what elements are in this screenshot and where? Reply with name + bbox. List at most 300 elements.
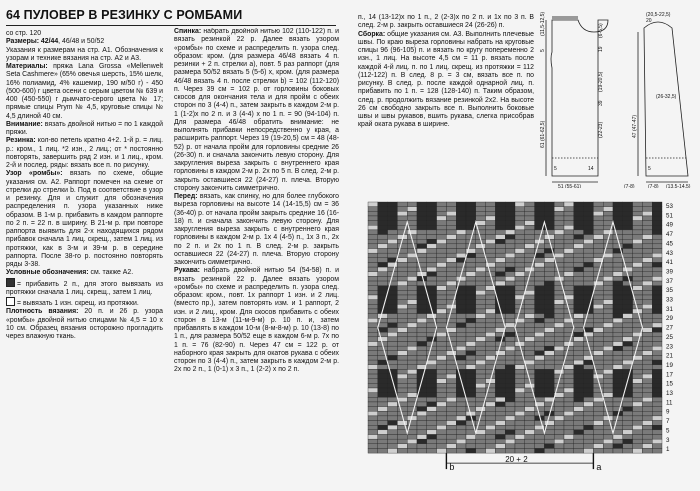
schema-label: 47 (47-47) bbox=[632, 114, 638, 138]
assembly-paragraph bbox=[358, 31, 534, 130]
chart-cell bbox=[554, 342, 564, 347]
chart-cell bbox=[417, 360, 427, 365]
row-label: 27 bbox=[666, 324, 673, 332]
chart-cell bbox=[427, 430, 437, 435]
chart-cell bbox=[623, 304, 633, 309]
chart-cell bbox=[564, 365, 574, 370]
chart-cell bbox=[368, 323, 378, 328]
chart-cell bbox=[388, 249, 398, 254]
chart-cell bbox=[437, 407, 447, 412]
chart-cell bbox=[574, 397, 584, 402]
chart-cell bbox=[593, 332, 603, 337]
chart-cell bbox=[564, 435, 574, 440]
chart-cell bbox=[495, 281, 505, 286]
sleeves-label: Рукава: bbox=[174, 267, 200, 275]
chart-cell bbox=[652, 239, 662, 244]
chart-cell bbox=[652, 346, 662, 351]
chart-cell bbox=[495, 244, 505, 249]
chart-cell bbox=[456, 407, 466, 412]
chart-cell bbox=[564, 430, 574, 435]
chart-cell bbox=[466, 276, 476, 281]
chart-cell bbox=[476, 318, 486, 323]
chart-cell bbox=[515, 207, 525, 212]
chart-cell bbox=[437, 328, 447, 333]
chart-cell bbox=[495, 300, 505, 305]
chart-cell bbox=[368, 337, 378, 342]
chart-cell bbox=[613, 369, 623, 374]
chart-cell bbox=[486, 355, 496, 360]
chart-cell bbox=[593, 407, 603, 412]
chart-cell bbox=[368, 304, 378, 309]
chart-cell bbox=[495, 444, 505, 449]
chart-cell bbox=[368, 407, 378, 412]
chart-cell bbox=[456, 304, 466, 309]
chart-cell bbox=[368, 221, 378, 226]
chart-cell bbox=[535, 207, 545, 212]
chart-cell bbox=[368, 216, 378, 221]
chart-cell bbox=[505, 262, 515, 267]
chart-cell bbox=[427, 225, 437, 230]
chart-cell bbox=[476, 351, 486, 356]
chart-cell bbox=[368, 374, 378, 379]
chart-cell bbox=[633, 202, 643, 207]
chart-cell bbox=[584, 435, 594, 440]
chart-cell bbox=[505, 379, 515, 384]
chart-cell bbox=[486, 435, 496, 440]
chart-cell bbox=[378, 402, 388, 407]
chart-cell bbox=[505, 393, 515, 398]
chart-cell bbox=[652, 365, 662, 370]
chart-cell bbox=[603, 337, 613, 342]
chart-cell bbox=[456, 360, 466, 365]
row-label: 39 bbox=[666, 268, 673, 276]
chart-cell bbox=[623, 295, 633, 300]
chart-cell bbox=[564, 267, 574, 272]
chart-cell bbox=[564, 411, 574, 416]
chart-cell bbox=[407, 328, 417, 333]
chart-cell bbox=[388, 360, 398, 365]
chart-cell bbox=[525, 216, 535, 221]
chart-cell bbox=[486, 342, 496, 347]
chart-cell bbox=[633, 235, 643, 240]
chart-cell bbox=[554, 314, 564, 319]
chart-cell bbox=[584, 249, 594, 254]
chart-cell bbox=[544, 365, 554, 370]
chart-cell bbox=[574, 439, 584, 444]
back-label: Спинка: bbox=[174, 28, 202, 35]
chart-cell bbox=[642, 281, 652, 286]
chart-cell bbox=[368, 211, 378, 216]
chart-cell bbox=[584, 421, 594, 426]
chart-cell bbox=[388, 290, 398, 295]
chart-cell bbox=[544, 309, 554, 314]
chart-cell bbox=[613, 439, 623, 444]
chart-cell bbox=[446, 211, 456, 216]
chart-cell bbox=[368, 430, 378, 435]
chart-cell bbox=[574, 355, 584, 360]
chart-cell bbox=[652, 318, 662, 323]
chart-cell bbox=[427, 351, 437, 356]
chart-cell bbox=[603, 230, 613, 235]
row-label: 19 bbox=[666, 361, 673, 369]
chart-cell bbox=[593, 221, 603, 226]
chart-cell bbox=[495, 235, 505, 240]
chart-cell bbox=[544, 211, 554, 216]
chart-cell bbox=[456, 439, 466, 444]
chart-cell bbox=[515, 402, 525, 407]
chart-cell bbox=[642, 318, 652, 323]
chart-cell bbox=[456, 314, 466, 319]
chart-cell bbox=[397, 342, 407, 347]
chart-cell bbox=[368, 365, 378, 370]
chart-cell bbox=[603, 290, 613, 295]
chart-cell bbox=[466, 342, 476, 347]
chart-cell bbox=[505, 290, 515, 295]
chart-cell bbox=[397, 309, 407, 314]
chart-cell bbox=[388, 244, 398, 249]
density-label: Плотность вязания: bbox=[6, 308, 79, 316]
chart-cell bbox=[642, 253, 652, 258]
chart-cell bbox=[388, 421, 398, 426]
chart-cell bbox=[486, 369, 496, 374]
chart-cell bbox=[544, 355, 554, 360]
chart-cell bbox=[378, 383, 388, 388]
chart-cell bbox=[515, 286, 525, 291]
chart-cell bbox=[495, 388, 505, 393]
chart-cell bbox=[495, 314, 505, 319]
chart-cell bbox=[593, 216, 603, 221]
chart-cell bbox=[368, 300, 378, 305]
chart-cell bbox=[495, 397, 505, 402]
chart-cell bbox=[446, 416, 456, 421]
chart-cell bbox=[378, 239, 388, 244]
chart-cell bbox=[623, 397, 633, 402]
chart-cell bbox=[623, 300, 633, 305]
chart-cell bbox=[495, 439, 505, 444]
chart-cell bbox=[544, 342, 554, 347]
chart-cell bbox=[505, 374, 515, 379]
chart-cell bbox=[525, 430, 535, 435]
chart-cell bbox=[378, 411, 388, 416]
chart-cell bbox=[388, 425, 398, 430]
chart-cell bbox=[554, 211, 564, 216]
chart-cell bbox=[593, 211, 603, 216]
chart-cell bbox=[642, 216, 652, 221]
chart-cell bbox=[584, 374, 594, 379]
chart-cell bbox=[584, 416, 594, 421]
chart-cell bbox=[554, 276, 564, 281]
chart-cell bbox=[476, 332, 486, 337]
chart-cell bbox=[456, 309, 466, 314]
legend-note: см. также А2. bbox=[88, 269, 134, 277]
chart-cell bbox=[495, 286, 505, 291]
chart-cell bbox=[535, 267, 545, 272]
chart-cell bbox=[378, 337, 388, 342]
chart-cell bbox=[554, 346, 564, 351]
legend-item-2-text: = вывязать 1 изн. скрещ. из протяжки. bbox=[17, 300, 139, 307]
chart-cell bbox=[417, 337, 427, 342]
chart-cell bbox=[486, 318, 496, 323]
chart-cell bbox=[446, 365, 456, 370]
chart-cell bbox=[505, 314, 515, 319]
chart-cell bbox=[642, 393, 652, 398]
chart-cell bbox=[593, 425, 603, 430]
chart-cell bbox=[417, 309, 427, 314]
chart-cell bbox=[437, 397, 447, 402]
chart-cell bbox=[407, 374, 417, 379]
chart-cell bbox=[574, 304, 584, 309]
chart-cell bbox=[652, 337, 662, 342]
chart-cell bbox=[437, 323, 447, 328]
chart-cell bbox=[486, 430, 496, 435]
schema-label: 51 (55-61) bbox=[558, 184, 582, 188]
chart-cell bbox=[652, 360, 662, 365]
chart-cell bbox=[466, 318, 476, 323]
chart-cell bbox=[515, 444, 525, 449]
chart-cell bbox=[652, 290, 662, 295]
chart-cell bbox=[378, 286, 388, 291]
chart-cell bbox=[397, 337, 407, 342]
chart-cell bbox=[554, 290, 564, 295]
chart-cell bbox=[544, 262, 554, 267]
chart-cell bbox=[446, 272, 456, 277]
chart-cell bbox=[466, 267, 476, 272]
chart-cell bbox=[505, 435, 515, 440]
chart-cell bbox=[642, 346, 652, 351]
chart-cell bbox=[525, 332, 535, 337]
chart-cell bbox=[388, 300, 398, 305]
chart-cell bbox=[378, 393, 388, 398]
chart-cell bbox=[437, 221, 447, 226]
row-label: 47 bbox=[666, 231, 673, 239]
chart-cell bbox=[437, 276, 447, 281]
chart-cell bbox=[525, 374, 535, 379]
chart-cell bbox=[437, 355, 447, 360]
chart-cell bbox=[593, 300, 603, 305]
chart-cell bbox=[388, 253, 398, 258]
chart-cell bbox=[554, 300, 564, 305]
chart-cell bbox=[564, 249, 574, 254]
chart-cell bbox=[652, 435, 662, 440]
chart-cell bbox=[368, 309, 378, 314]
chart-cell bbox=[407, 360, 417, 365]
chart-cell bbox=[427, 435, 437, 440]
chart-cell bbox=[613, 393, 623, 398]
chart-cell bbox=[642, 355, 652, 360]
chart-cell bbox=[535, 379, 545, 384]
chart-cell bbox=[495, 225, 505, 230]
chart-cell bbox=[642, 258, 652, 263]
chart-cell bbox=[476, 346, 486, 351]
chart-cell bbox=[446, 276, 456, 281]
chart-cell bbox=[574, 258, 584, 263]
chart-cell bbox=[544, 435, 554, 440]
chart-cell bbox=[554, 304, 564, 309]
row-label: 51 bbox=[666, 212, 673, 220]
chart-cell bbox=[564, 351, 574, 356]
chart-cell bbox=[466, 388, 476, 393]
chart-cell bbox=[417, 300, 427, 305]
chart-cell bbox=[603, 211, 613, 216]
chart-cell bbox=[613, 342, 623, 347]
chart-cell bbox=[388, 295, 398, 300]
chart-cell bbox=[437, 290, 447, 295]
chart-cell bbox=[437, 309, 447, 314]
chart-cell bbox=[505, 221, 515, 226]
chart-cell bbox=[427, 276, 437, 281]
chart-cell bbox=[593, 435, 603, 440]
chart-cell bbox=[368, 328, 378, 333]
chart-cell bbox=[495, 221, 505, 226]
chart-cell bbox=[544, 267, 554, 272]
chart-cell bbox=[535, 318, 545, 323]
row-label: 1 bbox=[666, 446, 670, 454]
chart-cell bbox=[603, 309, 613, 314]
chart-cell bbox=[388, 304, 398, 309]
chart-cell bbox=[593, 337, 603, 342]
chart-cell bbox=[603, 304, 613, 309]
chart-cell bbox=[397, 407, 407, 412]
chart-cell bbox=[633, 411, 643, 416]
chart-cell bbox=[574, 448, 584, 453]
chart-cell bbox=[544, 323, 554, 328]
schema-label: (20,5-22,5) bbox=[646, 12, 671, 18]
chart-cell bbox=[505, 342, 515, 347]
chart-cell bbox=[476, 323, 486, 328]
chart-cell bbox=[378, 207, 388, 212]
chart-cell bbox=[397, 230, 407, 235]
instructions-column-2 bbox=[174, 28, 339, 478]
chart-cell bbox=[652, 397, 662, 402]
chart-cell bbox=[466, 332, 476, 337]
chart-cell bbox=[417, 351, 427, 356]
chart-cell bbox=[446, 439, 456, 444]
chart-cell bbox=[603, 379, 613, 384]
repeat-label: 20 + 2 bbox=[505, 455, 528, 465]
chart-cell bbox=[652, 328, 662, 333]
chart-cell bbox=[368, 281, 378, 286]
chart-cell bbox=[397, 383, 407, 388]
chart-cell bbox=[378, 253, 388, 258]
chart-cell bbox=[505, 230, 515, 235]
chart-cell bbox=[623, 239, 633, 244]
chart-cell bbox=[466, 290, 476, 295]
chart-cell bbox=[584, 267, 594, 272]
chart-cell bbox=[427, 244, 437, 249]
chart-cell bbox=[368, 253, 378, 258]
chart-cell bbox=[515, 244, 525, 249]
chart-cell bbox=[574, 318, 584, 323]
chart-cell bbox=[486, 276, 496, 281]
chart-cell bbox=[593, 239, 603, 244]
chart-cell bbox=[505, 258, 515, 263]
chart-cell bbox=[476, 300, 486, 305]
chart-cell bbox=[623, 221, 633, 226]
chart-cell bbox=[456, 281, 466, 286]
chart-cell bbox=[642, 221, 652, 226]
chart-cell bbox=[642, 365, 652, 370]
chart-cell bbox=[623, 314, 633, 319]
chart-cell bbox=[427, 393, 437, 398]
chart-cell bbox=[446, 393, 456, 398]
rib-paragraph bbox=[6, 137, 163, 170]
chart-cell bbox=[486, 351, 496, 356]
chart-cell bbox=[427, 416, 437, 421]
chart-cell bbox=[456, 249, 466, 254]
chart-cell bbox=[476, 365, 486, 370]
row-label: 9 bbox=[666, 408, 670, 416]
chart-cell bbox=[388, 267, 398, 272]
chart-cell bbox=[652, 207, 662, 212]
chart-cell bbox=[466, 439, 476, 444]
chart-cell bbox=[535, 407, 545, 412]
chart-cell bbox=[407, 295, 417, 300]
chart-cell bbox=[642, 225, 652, 230]
chart-cell bbox=[505, 397, 515, 402]
chart-cell bbox=[623, 435, 633, 440]
chart-cell bbox=[535, 337, 545, 342]
chart-cell bbox=[427, 407, 437, 412]
chart-cell bbox=[397, 202, 407, 207]
chart-cell bbox=[525, 318, 535, 323]
chart-cell bbox=[525, 337, 535, 342]
chart-cell bbox=[584, 411, 594, 416]
chart-cell bbox=[623, 290, 633, 295]
chart-cell bbox=[378, 448, 388, 453]
chart-cell bbox=[378, 225, 388, 230]
chart-cell bbox=[476, 328, 486, 333]
chart-cell bbox=[476, 439, 486, 444]
chart-cell bbox=[515, 262, 525, 267]
chart-cell bbox=[437, 202, 447, 207]
instructions-column-1 bbox=[6, 30, 163, 480]
knitting-chart bbox=[356, 198, 700, 491]
chart-cell bbox=[407, 435, 417, 440]
row-label: 37 bbox=[666, 277, 673, 285]
chart-cell bbox=[515, 253, 525, 258]
chart-cell bbox=[535, 351, 545, 356]
chart-cell bbox=[427, 221, 437, 226]
chart-cell bbox=[633, 416, 643, 421]
chart-cell bbox=[623, 276, 633, 281]
chart-cell bbox=[623, 225, 633, 230]
chart-cell bbox=[564, 221, 574, 226]
chart-cell bbox=[388, 216, 398, 221]
chart-cell bbox=[603, 300, 613, 305]
sizes-text: , 46/48 и 50/52 bbox=[58, 38, 105, 46]
chart-cell bbox=[574, 323, 584, 328]
chart-cell bbox=[446, 430, 456, 435]
chart-cell bbox=[652, 374, 662, 379]
materials-label: Материалы: bbox=[6, 63, 48, 70]
chart-cell bbox=[437, 337, 447, 342]
chart-cell bbox=[397, 374, 407, 379]
chart-cell bbox=[388, 439, 398, 444]
chart-cell bbox=[515, 225, 525, 230]
chart-cell bbox=[456, 332, 466, 337]
chart-cell bbox=[633, 383, 643, 388]
chart-cell bbox=[593, 416, 603, 421]
chart-cell bbox=[515, 383, 525, 388]
chart-cell bbox=[535, 323, 545, 328]
chart-cell bbox=[525, 421, 535, 426]
chart-cell bbox=[417, 314, 427, 319]
chart-cell bbox=[633, 262, 643, 267]
chart-cell bbox=[417, 267, 427, 272]
chart-cell bbox=[476, 435, 486, 440]
chart-cell bbox=[407, 216, 417, 221]
chart-cell bbox=[476, 276, 486, 281]
